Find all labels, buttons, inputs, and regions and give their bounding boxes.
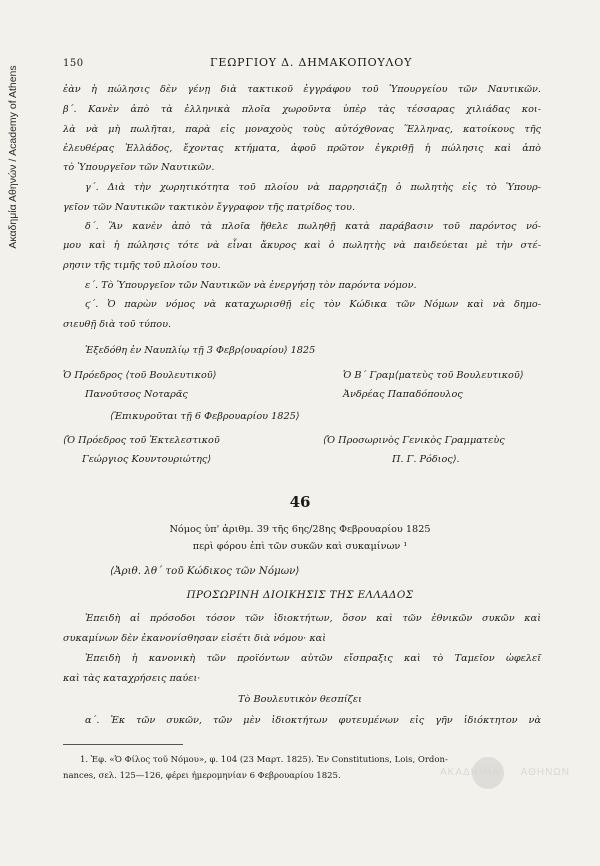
text-line: συκαμίνων δὲν ἐκανονίσθησαν εἰσέτι διὰ νόμου· καὶ [63, 633, 327, 644]
issued-line: Ἐξεδόθη ἐν Ναυπλίῳ τῇ 3 Φεβρ⟨ουαρίου⟩ 1825 [85, 345, 316, 356]
text-line: ε΄. Τὸ Ὑπουργεῖον τῶν Ναυτικῶν νὰ ἐνεργήσῃ τὸν παρόντα νόμον. [85, 280, 417, 291]
text-line: λὰ νὰ μὴ πωλῆται, παρὰ εἰς μοναχοὺς τοὺς αὐτόχθονας Ἕλληνας, κατοίκους τῆς [63, 124, 541, 135]
footnote-divider [63, 744, 183, 745]
watermark-left: ΑΚΑΔΗΜΙΑ [440, 767, 500, 778]
academy-watermark [440, 755, 570, 795]
sidebar-attribution [2, 44, 24, 269]
text-line: Ἐπειδὴ αἱ πρόσοδοι τόσον τῶν ἰδιοκτήτων, ὅσον καὶ τῶν ἐθνικῶν συκῶν καὶ [85, 613, 541, 624]
law-subheading: περὶ φόρου ἐπὶ τῶν συκῶν καὶ συκαμίνων ¹ [192, 541, 408, 552]
text-line: μου καὶ ἡ πώλησις τότε νὰ εἶναι ἄκυρος καὶ ὁ πωλητὴς νὰ παιδεύεται μὲ τὴν στέ- [63, 240, 541, 251]
signature-title: ⟨Ὁ Πρόεδρος τοῦ Ἐκτελεστικοῦ [63, 435, 220, 446]
footnote-line: nances, σελ. 125—126, φέρει ἡμερομηνίαν 6 Φεβρουαρίου 1825. [63, 771, 341, 781]
law-heading: Νόμος ὑπ' ἀριθμ. 39 τῆς 6ης/28ης Φεβρουαρίου 1825 [169, 524, 431, 535]
signature-title: ⟨Ὁ Προσωρινὸς Γενικὸς Γραμματεὺς [323, 435, 505, 446]
text-line: β΄. Κανὲν ἀπὸ τὰ ἑλληνικὰ πλοῖα χωροῦντα ὑπὲρ τὰς τέσσαρας χιλιάδας κοι- [63, 104, 541, 115]
text-line: Ἐπειδὴ ἡ κανονικὴ τῶν προϊόντων αὐτῶν εἴσπραξις καὶ τὸ Ταμεῖον ὠφελεῖ [85, 653, 541, 664]
signature-title: Ὁ Πρόεδρος ⟨τοῦ Βουλευτικοῦ⟩ [63, 370, 217, 381]
signature-name: Πανοῦτσος Νοταρᾶς [85, 389, 188, 400]
signature-name: Ἀνδρέας Παπαδόπουλος [343, 389, 463, 400]
text-line: ἐλευθέρας Ἑλλάδος, ἔχοντας κτήματα, ἀφοῦ πρῶτον ἐγκριθῇ ἡ πώλησις καὶ ἀπὸ [63, 143, 541, 154]
signature-name: Π. Γ. Ρόδιος⟩. [392, 454, 460, 465]
text-line: σιευθῇ διὰ τοῦ τύπου. [63, 319, 172, 330]
code-reference: ⟨Ἀριθ. λθ΄ τοῦ Κώδικος τῶν Νόμων⟩ [110, 565, 300, 577]
text-line: α΄. Ἐκ τῶν συκῶν, τῶν μὲν ἰδιοκτήτων φυτευμένων εἰς γῆν ἰδιόκτητον νὰ [85, 715, 541, 726]
watermark-right: ΑΘΗΝΩΝ [520, 767, 570, 778]
signature-title: Ὁ Β΄ Γραμ⟨ματεὺς τοῦ Βουλευτικοῦ⟩ [343, 370, 524, 381]
running-header: ΓΕΩΡΓΙΟΥ Δ. ΔΗΜΑΚΟΠΟΥΛΟΥ [210, 56, 413, 69]
confirmation-line: ⟨Ἐπικυροῦται τῇ 6 Φεβρουαρίου 1825⟩ [110, 411, 300, 422]
text-line: ρησιν τῆς τιμῆς τοῦ πλοίου του. [63, 260, 221, 271]
text-line: γεῖον τῶν Ναυτικῶν τακτικὸν ἔγγραφον τῆς πατρίδος του. [63, 202, 356, 213]
page-number: 150 [63, 58, 84, 69]
text-line: τὸ Ὑπουργεῖον τῶν Ναυτικῶν. [63, 162, 215, 173]
authority-heading: ΠΡΟΣΩΡΙΝΗ ΔΙΟΙΚΗΣΙΣ ΤΗΣ ΕΛΛΑΔΟΣ [186, 589, 414, 601]
text-line: δ΄. Ἂν κανὲν ἀπὸ τὰ πλοῖα ἤθελε πωληθῇ κατὰ παράβασιν τοῦ παρόντος νό- [85, 221, 541, 232]
sidebar-text: Ακαδημία Αθηνών / Academy of Athens [7, 64, 19, 249]
document-number: 46 [289, 493, 311, 511]
footnote-line: 1. Ἐφ. «Ὁ Φίλος τοῦ Νόμου», φ. 104 (23 Μαρτ. 1825). Ἐν Constitutions, Lois, Ordon- [80, 755, 448, 765]
decree-line: Τὸ Βουλευτικὸν θεσπίζει [238, 694, 362, 705]
text-line: καὶ τὰς καταχρήσεις παύει· [63, 673, 201, 684]
signature-name: Γεώργιος Κουντουριώτης⟩ [82, 454, 212, 465]
text-line: ϛ΄. Ὁ παρὼν νόμος νὰ καταχωρισθῇ εἰς τὸν Κώδικα τῶν Νόμων καὶ νὰ δημο- [85, 299, 541, 310]
text-line: ἐὰν ἡ πώλησις δὲν γένῃ διὰ τακτικοῦ ἐγγράφου τοῦ Ὑπουργείου τῶν Ναυτικῶν. [63, 84, 541, 95]
text-line: γ΄. Διὰ τὴν χωρητικότητα τοῦ πλοίου νὰ παρρησιάζῃ ὁ πωλητὴς εἰς τὸ Ὑπουρ- [85, 182, 541, 193]
